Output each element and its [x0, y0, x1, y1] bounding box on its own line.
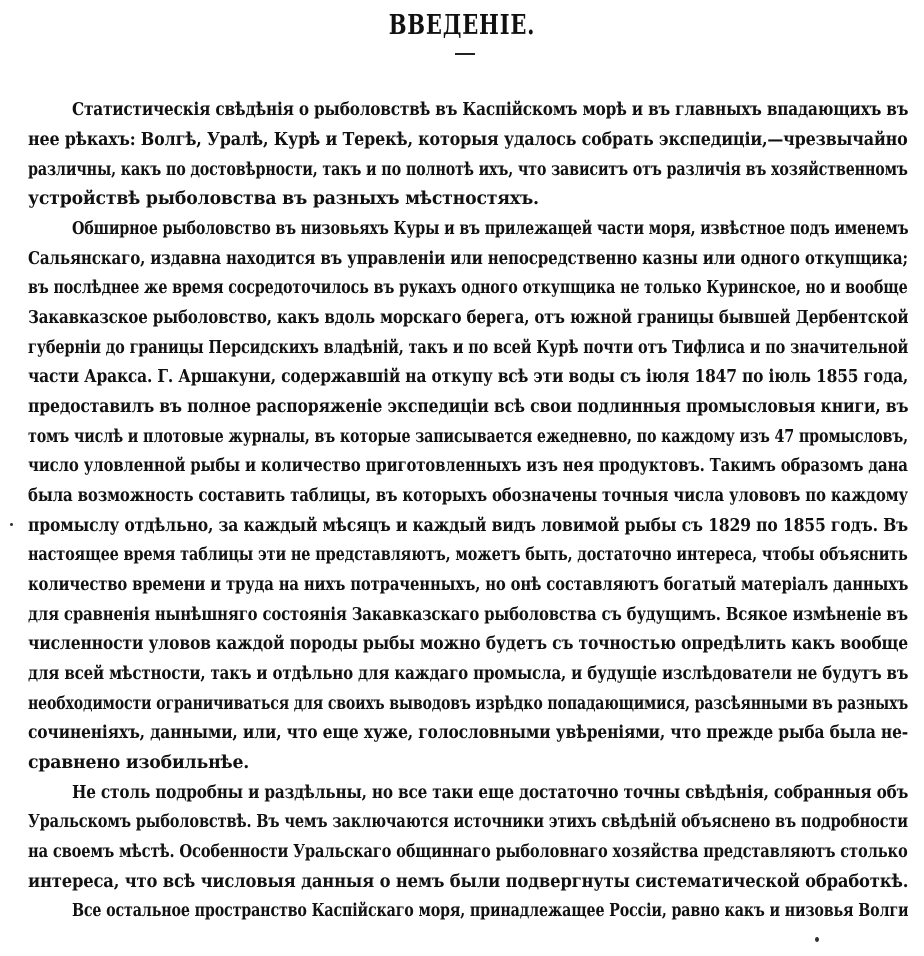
- title-separator: [455, 53, 475, 55]
- text-line: устройствѣ рыболовства въ разныхъ мѣстностяхъ.: [28, 189, 539, 209]
- text-line: интереса, что всѣ числовыя данныя о немъ были подвергнуты систематической обработкѣ.: [28, 872, 909, 892]
- text-line: настоящее время таблицы эти не представляютъ, можетъ быть, достаточно интереса, чтобы объяснить: [28, 545, 908, 565]
- text-line: предоставилъ въ полное распоряженіе экспедиціи всѣ свои подлинныя промысловыя книги, въ: [28, 397, 909, 417]
- page-title: ВВЕДЕНІЕ.: [388, 10, 536, 41]
- scan-speck: [10, 523, 13, 526]
- text-line: различны, какъ по достовѣрности, такъ и по полнотѣ ихъ, что зависитъ отъ различія въ хозяйственномъ: [28, 160, 908, 180]
- text-line: количество времени и труда на нихъ потраченныхъ, но онѣ составляютъ богатый матеріалъ данныхъ: [28, 575, 908, 595]
- text-line: Сальянскаго, издавна находится въ управленіи или непосредственно казны или одного откупщика;: [28, 249, 908, 269]
- text-line: необходимости ограничиваться для своихъ выводовъ изрѣдко попадающимися, разсѣянными въ разныхъ: [28, 694, 908, 714]
- text-line: сравнено изобильнѣе.: [28, 753, 250, 773]
- text-line: Все остальное пространство Каспійскаго моря, принадлежащее Россіи, равно какъ и низовья Волги: [72, 901, 909, 921]
- text-line: нее рѣкахъ: Волгѣ, Уралѣ, Курѣ и Терекѣ, которыя удалось собрать экспедиціи,—чрезвычайно: [28, 130, 908, 150]
- text-line: для всей мѣстности, такъ и отдѣльно для каждаго промысла, и будущіе изслѣдователи не будутъ въ: [28, 664, 909, 684]
- text-line: Статистическія свѣдѣнія о рыболовствѣ въ Каспійскомъ морѣ и въ главныхъ впадающихъ въ: [72, 100, 908, 120]
- text-line: число уловленной рыбы и количество приготовленныхъ изъ нея продуктовъ. Такимъ образомъ дана: [28, 456, 908, 476]
- text-line: была возможность составить таблицы, въ которыхъ обозначены точныя числа улововъ по каждому: [28, 486, 908, 506]
- text-line: численности уловов каждой породы рыбы можно будетъ съ точностью опредѣлить какъ вообще: [28, 634, 908, 654]
- text-line: въ послѣднее же время сосредоточилось въ рукахъ одного откупщика не только Куринское, но и вообще: [28, 278, 908, 298]
- scan-speck: [815, 937, 819, 942]
- text-line: на своемъ мѣстѣ. Особенности Уральскаго общиннаго рыболовнаго хозяйства представляютъ столько: [28, 842, 908, 862]
- text-line: для сравненія нынѣшняго состоянія Закавказскаго рыболовства съ будущимъ. Всякое измѣненіе въ: [28, 605, 908, 625]
- text-line: промыслу отдѣльно, за каждый мѣсяцъ и каждый видъ ловимой рыбы съ 1829 по 1855 годъ. Въ: [28, 516, 908, 536]
- text-line: Уральскомъ рыболовствѣ. Въ чемъ заключаются источники этихъ свѣдѣній объяснено въ подробности: [28, 812, 908, 832]
- text-line: томъ числѣ и плотовые журналы, въ которые записывается ежедневно, по каждому изъ 47 промысловъ,: [28, 427, 908, 447]
- text-line: Закавказское рыболовство, какъ вдоль морскаго берега, отъ южной границы бывшей Дербентской: [28, 308, 909, 328]
- text-line: губерніи до границы Персидскихъ владѣній, такъ и по всей Курѣ почти отъ Тифлиса и по значительной: [28, 338, 909, 358]
- text-line: Не столь подробны и раздѣльны, но все таки еще достаточно точны свѣдѣнія, собранныя объ: [72, 783, 908, 803]
- text-line: части Аракса. Г. Аршакуни, содержавшій на откупу всѣ эти воды съ іюля 1847 по іюль 1855 года,: [28, 367, 908, 387]
- text-line: Обширное рыболовство въ низовьяхъ Куры и въ прилежащей части моря, извѣстное подъ именемъ: [72, 219, 908, 239]
- text-line: сочиненіяхъ, данными, или, что еще хуже, голословными увѣреніями, что прежде рыба была не-: [28, 723, 908, 743]
